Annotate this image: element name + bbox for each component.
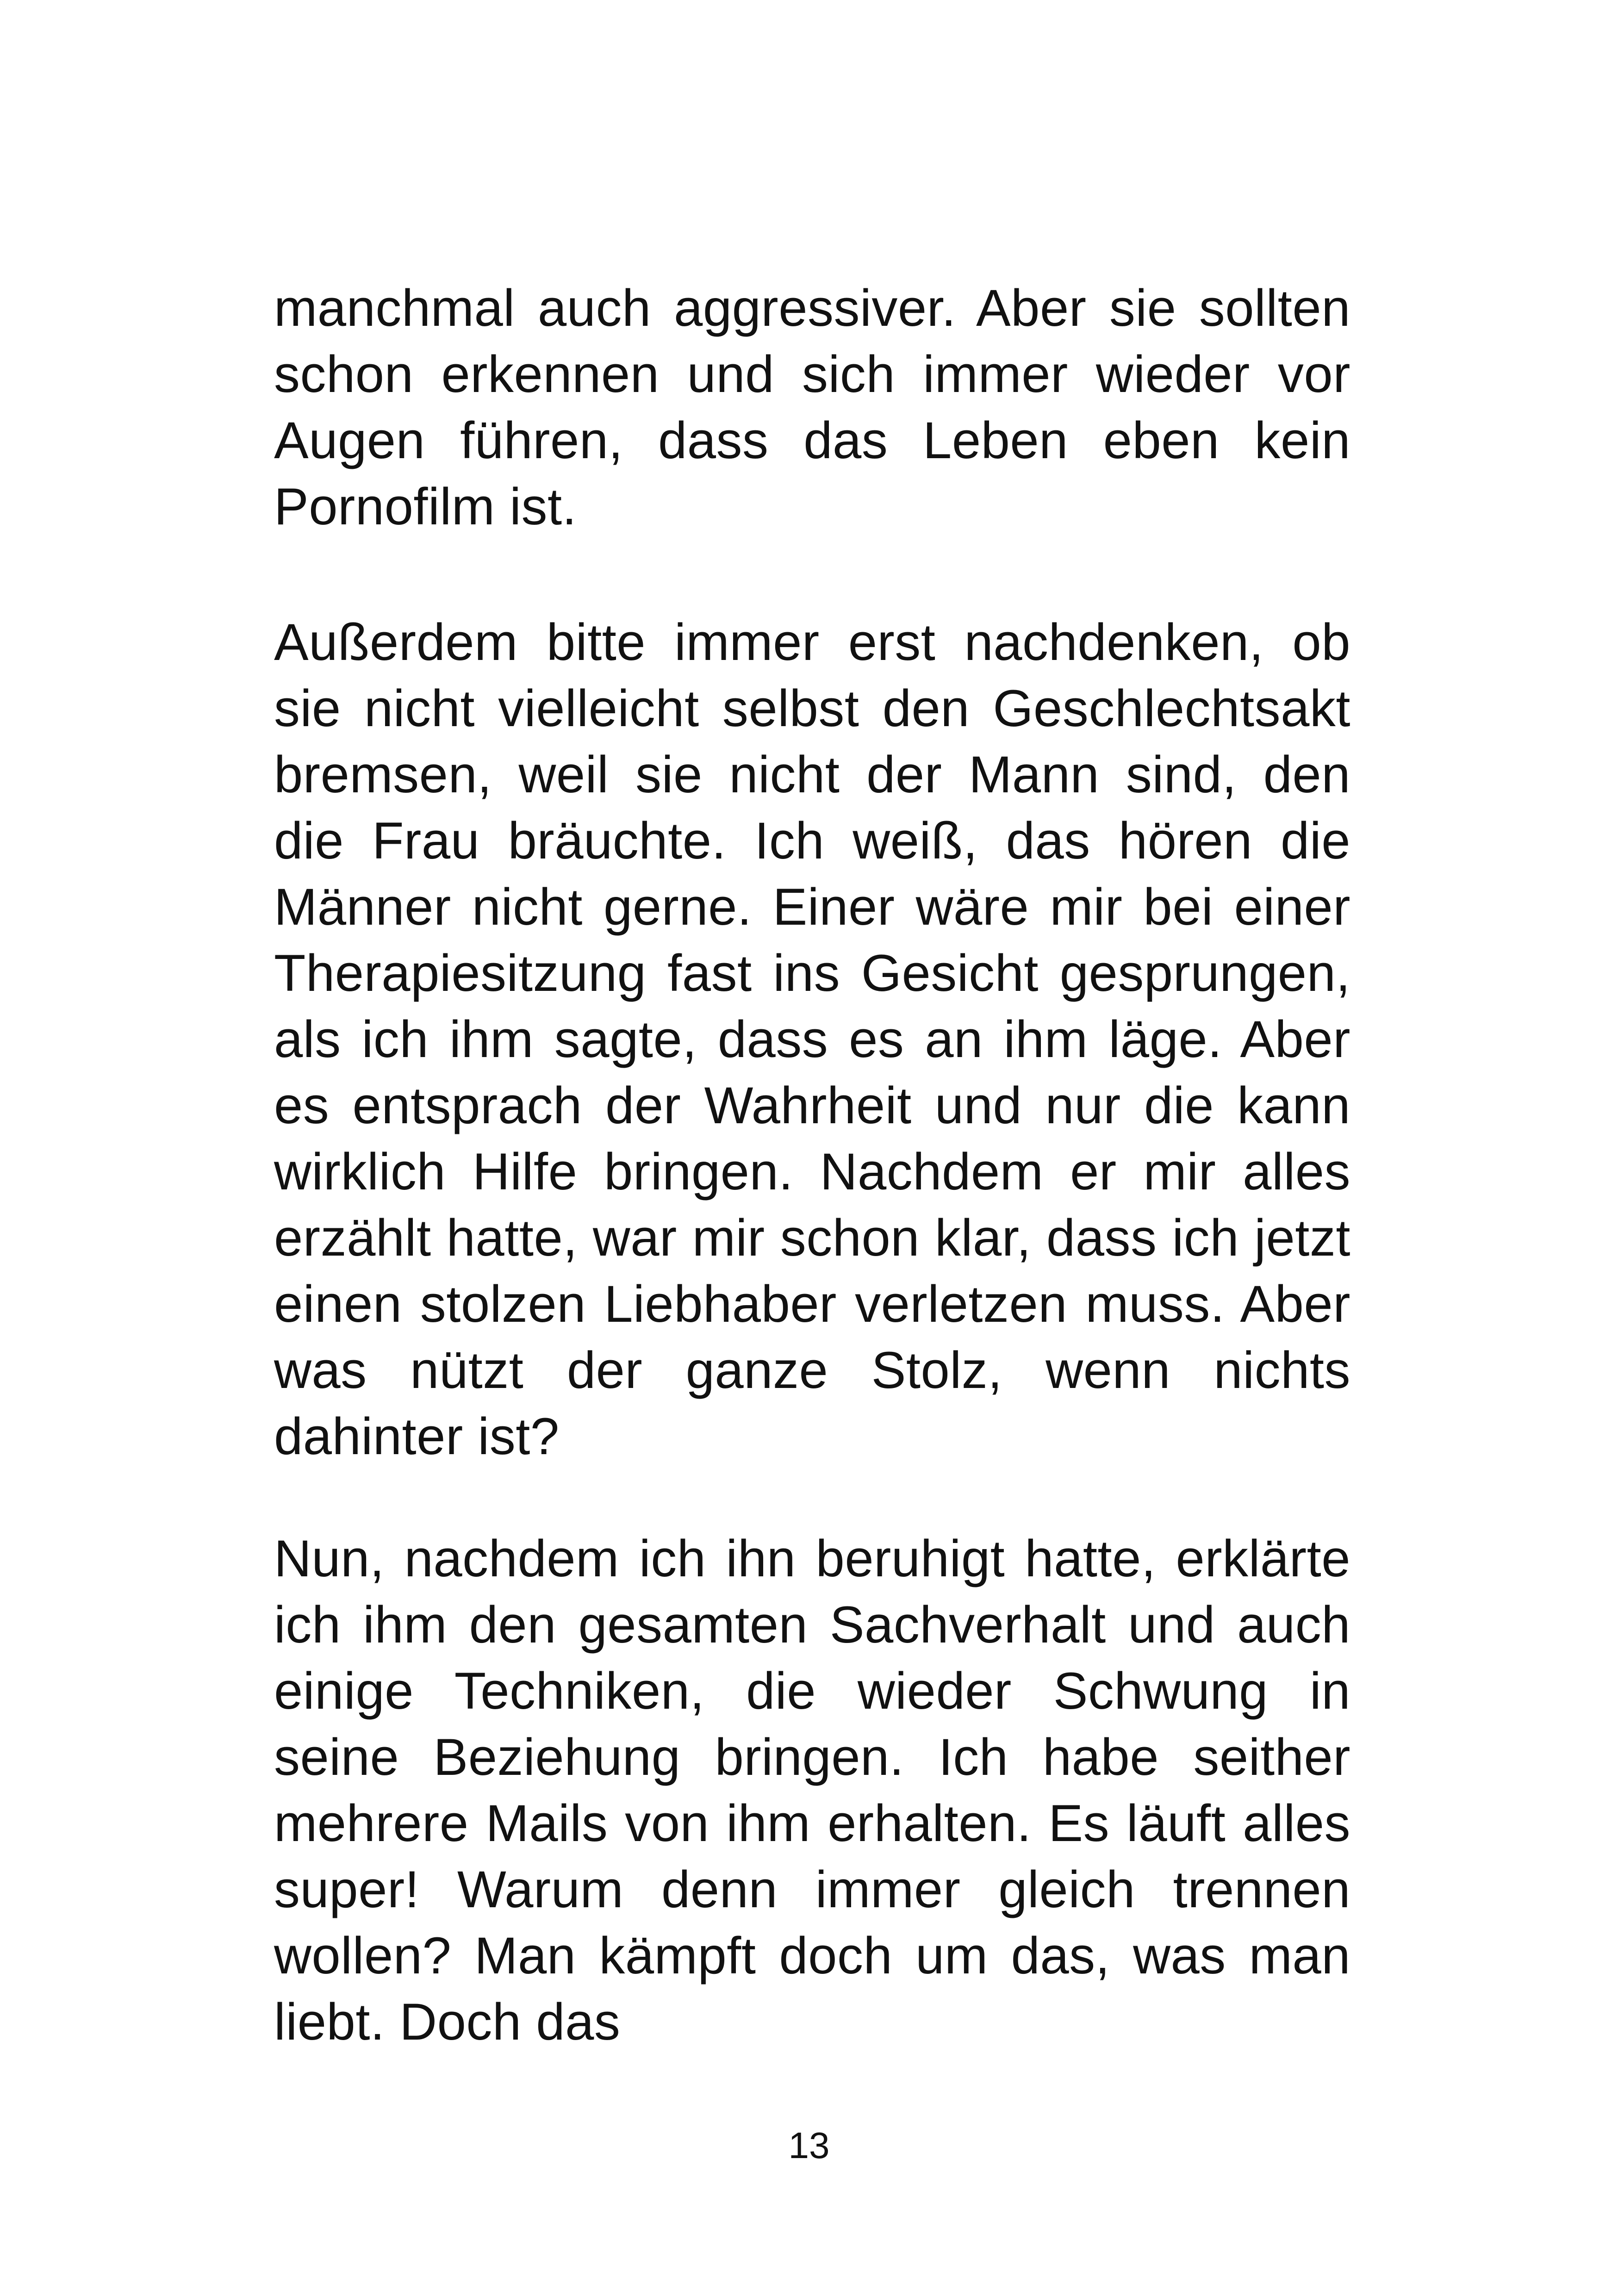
page-number: 13 [788,2125,830,2166]
paragraph-3: Nun, nachdem ich ihn beruhigt hatte, erklärte ich ihm den gesamten Sachverhalt und auch einige Techniken, die wieder Schwung in seine Beziehung bringen. Ich habe seither mehrere Mails von ihm erhalten. Es läuft alles super! Warum denn immer gleich trennen wollen? Man kämpft doch um das, was man liebt. Doch das [274,1530,1350,2051]
paragraph-2: Außerdem bitte immer erst nachdenken, ob sie nicht vielleicht selbst den Geschlechtsakt bremsen, weil sie nicht der Mann sind, den die Frau bräuchte. Ich weiß, das hören die Männer nicht gerne. Einer wäre mir bei einer Therapiesitzung fast ins Gesicht gesprungen, als ich ihm sagte, dass es an ihm läge. Aber es entsprach der Wahrheit und nur die kann wirklich Hilfe bringen. Nachdem er mir alles erzählt hatte, war mir schon klar, dass ich jetzt einen stolzen Liebhaber verletzen muss. Aber was nützt der ganze Stolz, wenn nichts dahinter ist? [274,613,1350,1465]
paragraph-1: manchmal auch aggressiver. Aber sie sollten schon erkennen und sich immer wieder vor Augen führen, dass das Leben eben kein Pornofilm ist. [274,279,1350,535]
